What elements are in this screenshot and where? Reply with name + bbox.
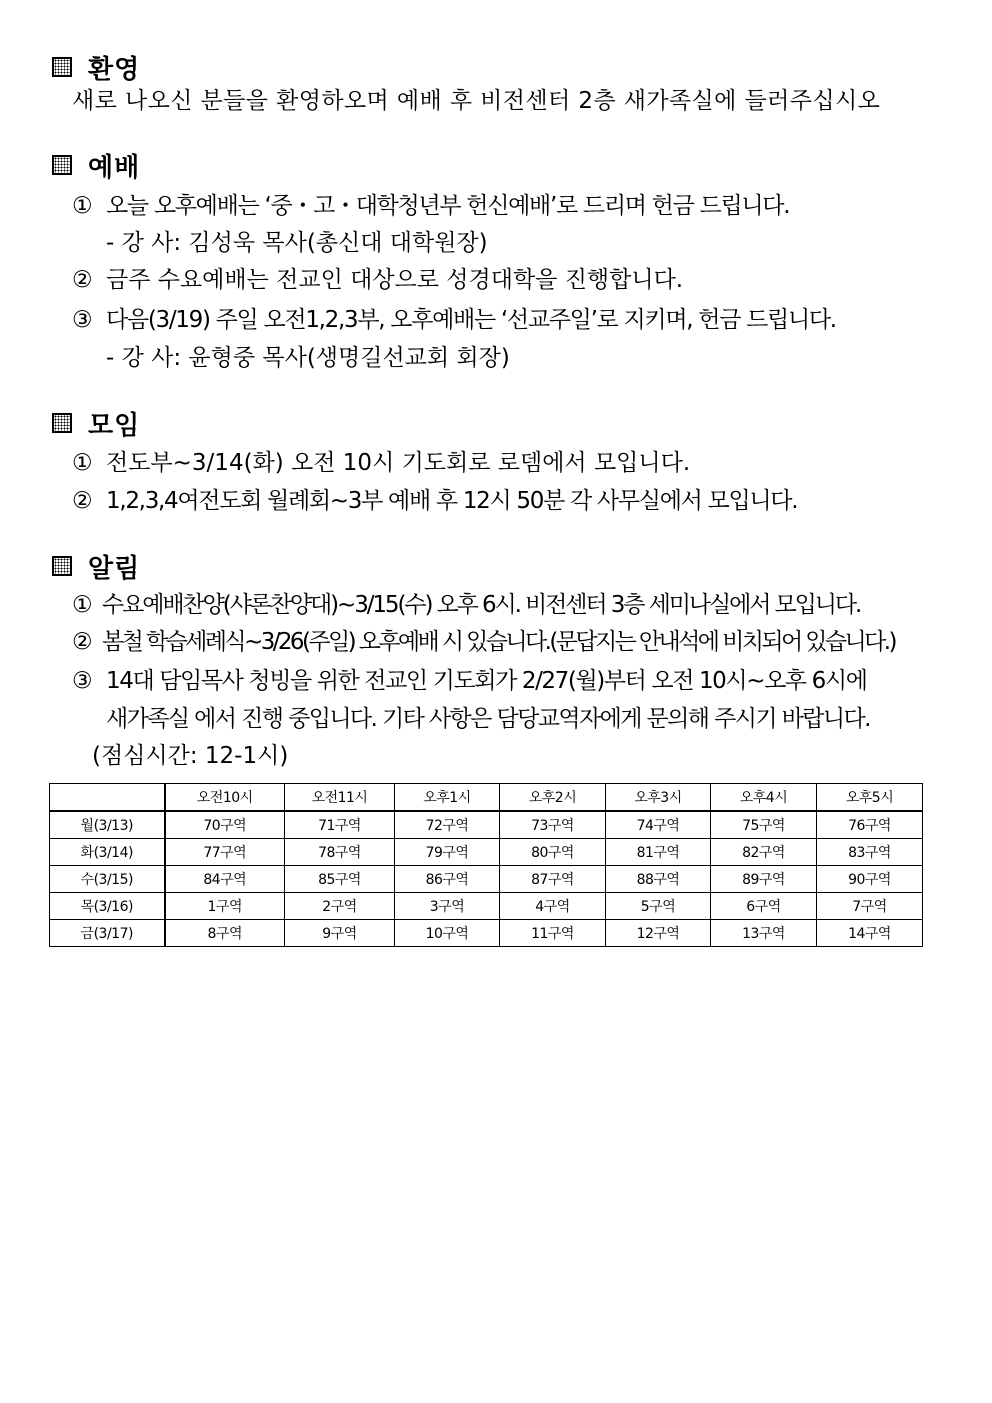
item-text: 다음(3/19) 주일 오전1,2,3부, 오후예배는 ‘선교주일’로 지키며, 헌금 드립니다. xyxy=(106,307,836,333)
district-cell: 10구역 xyxy=(395,920,500,947)
district-cell: 9구역 xyxy=(285,920,395,947)
district-cell: 2구역 xyxy=(285,893,395,920)
district-cell: 71구역 xyxy=(285,811,395,839)
worship-title: 예배 xyxy=(88,152,141,183)
time-header: 오전11시 xyxy=(285,784,395,812)
district-cell: 72구역 xyxy=(395,811,500,839)
meeting-item xyxy=(72,448,690,478)
district-cell: 85구역 xyxy=(285,866,395,893)
notice-item-continued: 새가족실 에서 진행 중입니다. 기타 사항은 담당교역자에게 문의해 주시기 바랍니다. xyxy=(106,706,870,732)
time-header: 오후5시 xyxy=(817,784,923,812)
district-cell: 7구역 xyxy=(817,893,923,920)
item-number: ① xyxy=(72,592,93,618)
district-cell: 79구역 xyxy=(395,839,500,866)
time-header: 오후4시 xyxy=(711,784,817,812)
district-cell: 80구역 xyxy=(500,839,606,866)
worship-item xyxy=(72,305,836,335)
worship-heading xyxy=(52,149,140,181)
meeting-item xyxy=(72,486,797,516)
district-cell: 12구역 xyxy=(606,920,711,947)
notice-heading xyxy=(52,550,140,582)
item-number: ② xyxy=(72,267,93,293)
day-cell: 금(3/17) xyxy=(50,920,165,947)
item-number: ② xyxy=(72,629,93,655)
item-text: 봄철 학습세례식~3/26(주일) 오후예배 시 있습니다.(문답지는 안내석에 비치되어 있습니다.) xyxy=(102,629,895,655)
notice-item xyxy=(72,666,867,696)
district-cell: 70구역 xyxy=(165,811,285,839)
notice-title: 알림 xyxy=(88,553,141,584)
table-row xyxy=(50,893,923,920)
district-cell: 77구역 xyxy=(165,839,285,866)
notice-item xyxy=(72,590,860,620)
item-text: 금주 수요예배는 전교인 대상으로 성경대학을 진행합니다. xyxy=(106,267,684,293)
worship-item xyxy=(72,191,789,221)
table-row xyxy=(50,866,923,893)
day-cell: 화(3/14) xyxy=(50,839,165,866)
notice-item-note: (점심시간: 12-1시) xyxy=(92,743,289,769)
district-cell: 83구역 xyxy=(817,839,923,866)
district-cell: 5구역 xyxy=(606,893,711,920)
item-text: 1,2,3,4여전도회 월례회~3부 예배 후 12시 50분 각 사무실에서 모입니다. xyxy=(106,488,798,514)
item-number: ③ xyxy=(72,307,93,333)
day-cell: 목(3/16) xyxy=(50,893,165,920)
district-cell: 1구역 xyxy=(165,893,285,920)
worship-item xyxy=(72,265,683,295)
prayer-schedule-table xyxy=(49,783,923,947)
item-number: ① xyxy=(72,450,93,476)
district-cell: 11구역 xyxy=(500,920,606,947)
district-cell: 3구역 xyxy=(395,893,500,920)
corner-cell xyxy=(50,784,165,812)
district-cell: 88구역 xyxy=(606,866,711,893)
item-number: ② xyxy=(72,488,93,514)
table-row xyxy=(50,811,923,839)
worship-item-speaker: - 강 사: 김성욱 목사(총신대 대학원장) xyxy=(106,230,488,256)
district-cell: 4구역 xyxy=(500,893,606,920)
table-row xyxy=(50,839,923,866)
time-header: 오후3시 xyxy=(606,784,711,812)
district-cell: 76구역 xyxy=(817,811,923,839)
district-cell: 6구역 xyxy=(711,893,817,920)
district-cell: 73구역 xyxy=(500,811,606,839)
item-text: 14대 담임목사 청빙을 위한 전교인 기도회가 2/27(월)부터 오전 10시~오후 6시에 xyxy=(106,668,867,694)
notice-item xyxy=(72,627,895,657)
time-header: 오후1시 xyxy=(395,784,500,812)
checkered-square-icon xyxy=(52,556,72,576)
welcome-title: 환영 xyxy=(88,54,141,85)
time-header: 오전10시 xyxy=(165,784,285,812)
checkered-square-icon xyxy=(52,413,72,433)
time-header: 오후2시 xyxy=(500,784,606,812)
item-text: 전도부~3/14(화) 오전 10시 기도회로 로뎀에서 모입니다. xyxy=(106,450,691,476)
worship-item-speaker: - 강 사: 윤형중 목사(생명길선교회 회장) xyxy=(106,345,510,371)
meeting-title: 모임 xyxy=(88,410,141,441)
item-number: ① xyxy=(72,193,93,219)
district-cell: 13구역 xyxy=(711,920,817,947)
district-cell: 84구역 xyxy=(165,866,285,893)
table-header-row xyxy=(50,784,923,812)
district-cell: 81구역 xyxy=(606,839,711,866)
item-number: ③ xyxy=(72,668,93,694)
district-cell: 8구역 xyxy=(165,920,285,947)
district-cell: 90구역 xyxy=(817,866,923,893)
district-cell: 74구역 xyxy=(606,811,711,839)
item-text: 수요예배찬양(샤론찬양대)~3/15(수) 오후 6시. 비전센터 3층 세미나실에서 모입니다. xyxy=(102,592,861,618)
district-cell: 78구역 xyxy=(285,839,395,866)
district-cell: 87구역 xyxy=(500,866,606,893)
welcome-heading xyxy=(52,51,140,83)
table-row xyxy=(50,920,923,947)
district-cell: 75구역 xyxy=(711,811,817,839)
checkered-square-icon xyxy=(52,57,72,77)
meeting-heading xyxy=(52,407,140,439)
checkered-square-icon xyxy=(52,155,72,175)
day-cell: 수(3/15) xyxy=(50,866,165,893)
item-text: 오늘 오후예배는 ‘중・고・대학청년부 헌신예배’로 드리며 헌금 드립니다. xyxy=(106,193,790,219)
welcome-text: 새로 나오신 분들을 환영하오며 예배 후 비전센터 2층 새가족실에 들러주십시오 xyxy=(72,88,881,114)
district-cell: 86구역 xyxy=(395,866,500,893)
district-cell: 14구역 xyxy=(817,920,923,947)
day-cell: 월(3/13) xyxy=(50,811,165,839)
district-cell: 89구역 xyxy=(711,866,817,893)
district-cell: 82구역 xyxy=(711,839,817,866)
